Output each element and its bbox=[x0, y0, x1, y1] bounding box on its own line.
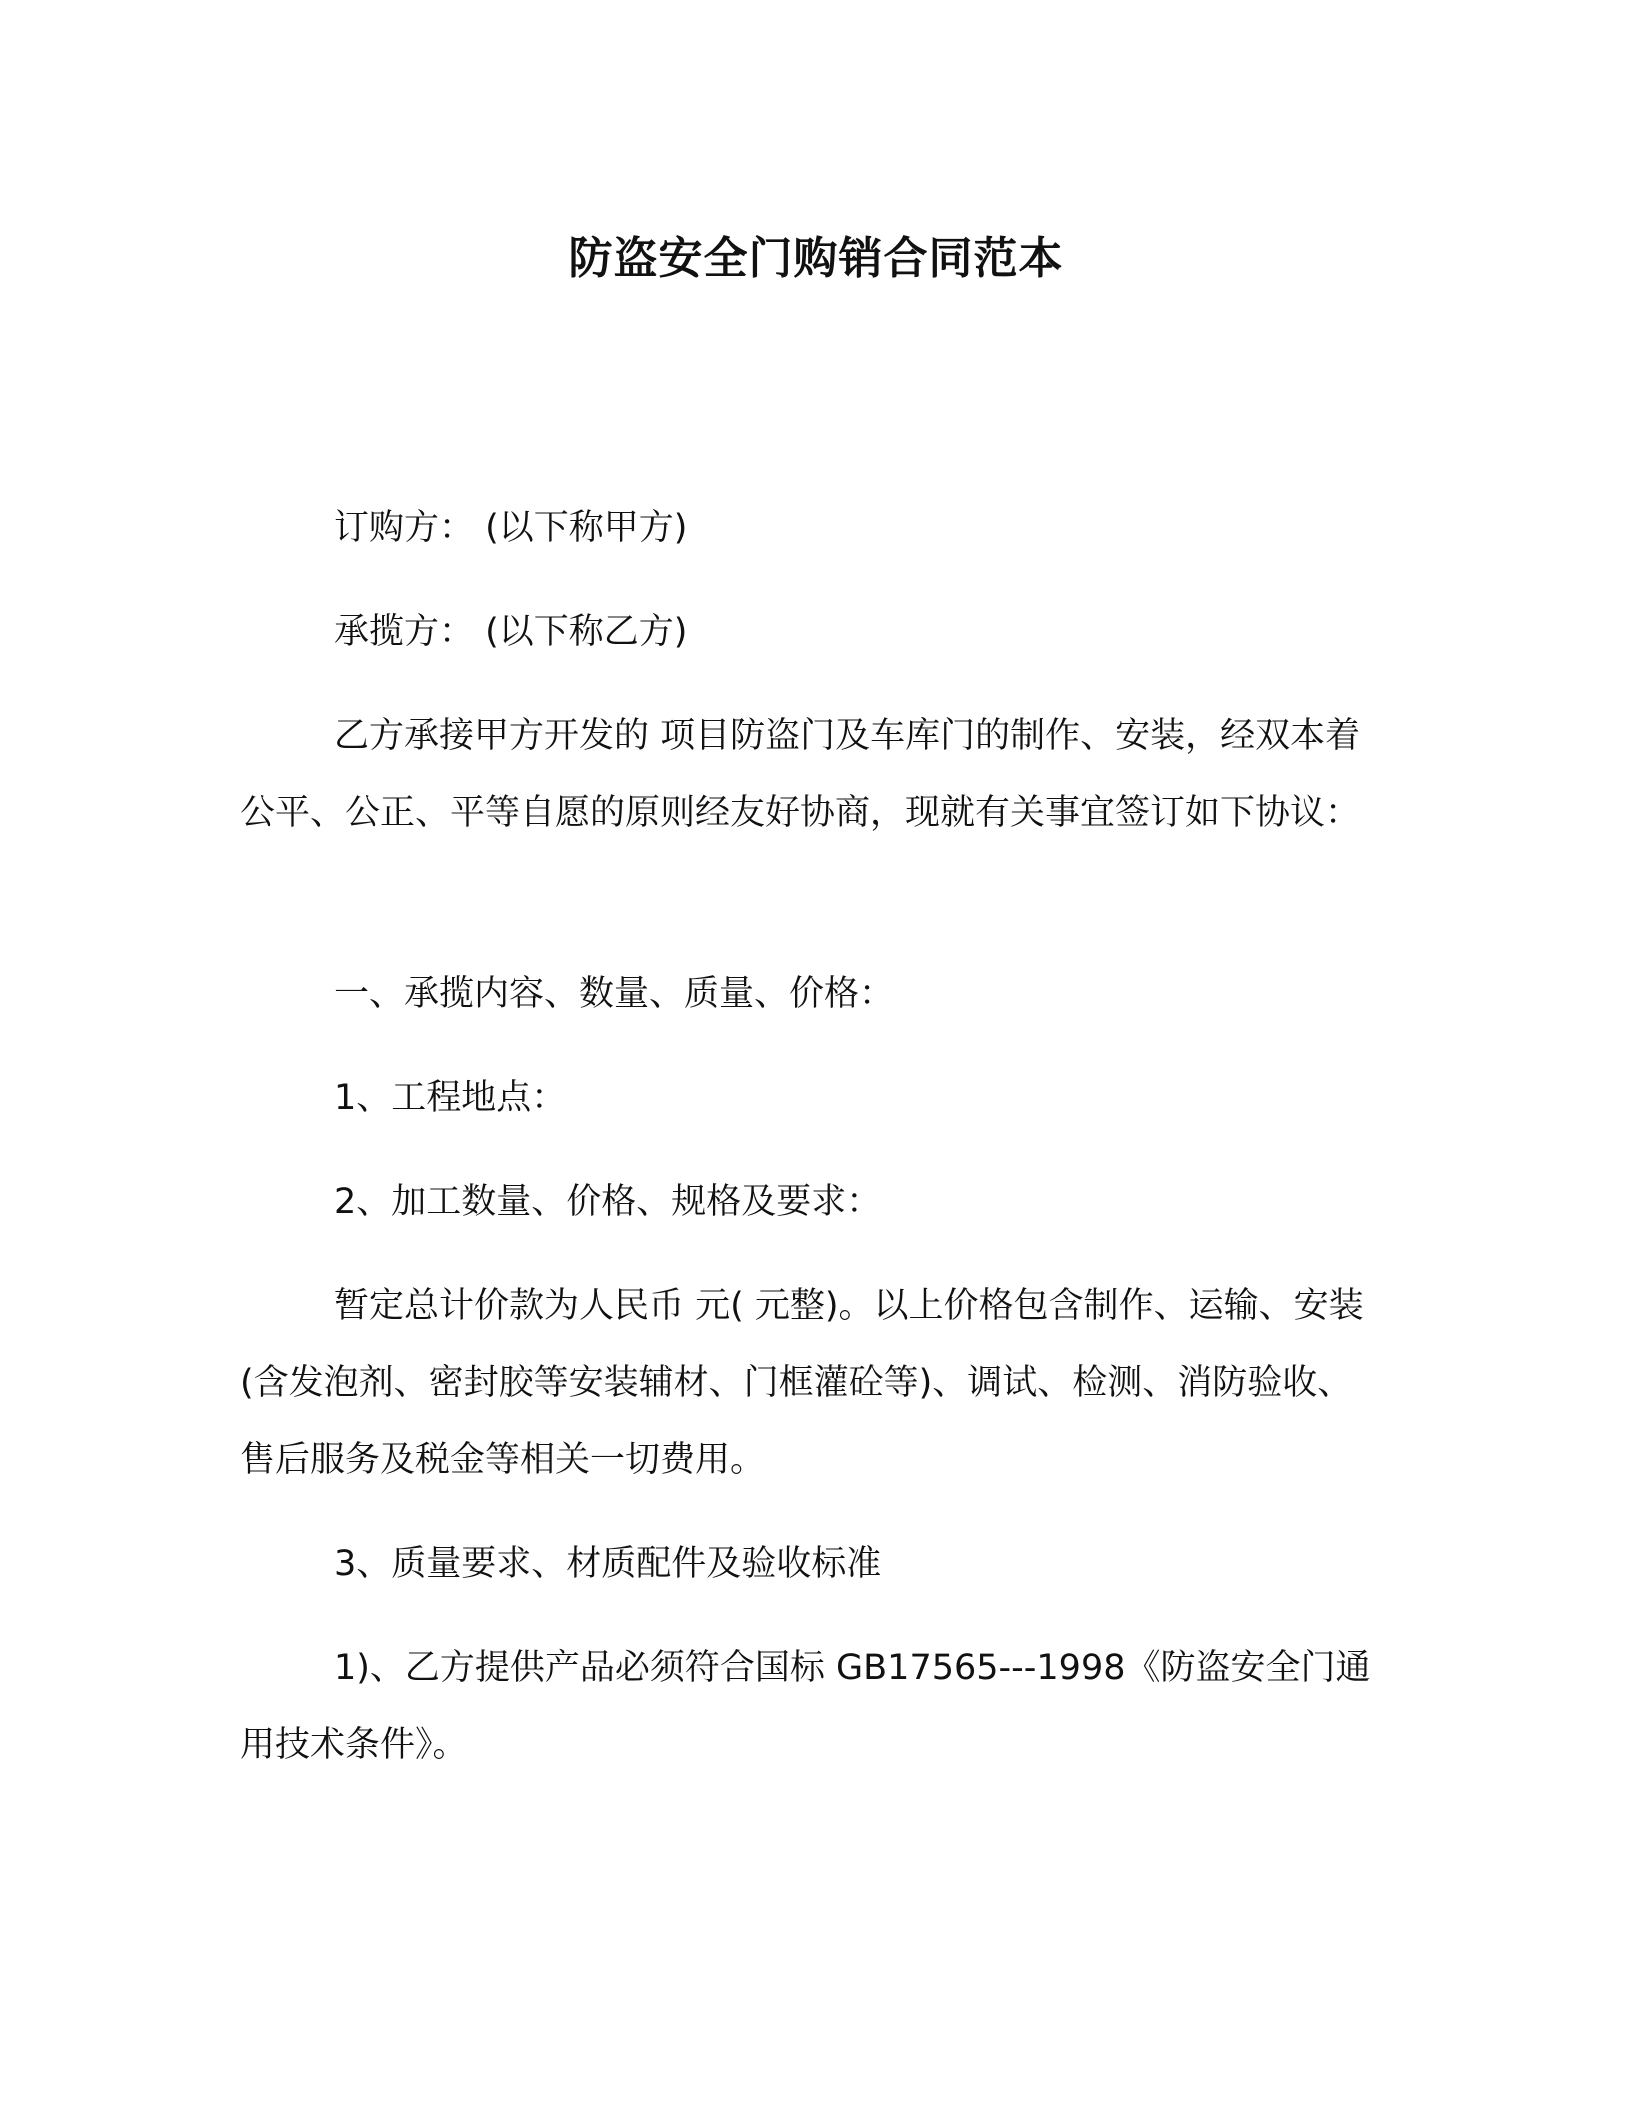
paragraph-price: 暂定总计价款为人民币 元( 元整)。以上价格包含制作、运输、安装(含发泡剂、密封胶等安装辅材、门框灌砼等)、调试、检测、消防验收、售后服务及税金等相关一切费用。 bbox=[240, 1286, 1364, 1480]
paragraph-intro: 乙方承接甲方开发的 项目防盗门及车库门的制作、安装，经双本着公平、公正、平等自愿的原则经友好协商，现就有关事宜签订如下协议： bbox=[240, 716, 1361, 833]
clause-2: 2、加工数量、价格、规格及要求： bbox=[334, 1182, 882, 1222]
clause-3-1: 1)、乙方提供产品必须符合国标 GB17565---1998《防盗安全门通用技术条件》。 bbox=[240, 1648, 1371, 1765]
paragraph-orderer: 订购方： (以下称甲方) bbox=[334, 508, 688, 548]
clause-3: 3、质量要求、材质配件及验收标准 bbox=[334, 1544, 882, 1584]
document-title: 防盗安全门购销合同范本 bbox=[568, 233, 1064, 284]
section-heading-1: 一、承揽内容、数量、质量、价格： bbox=[334, 974, 895, 1014]
paragraph-contractor: 承揽方： (以下称乙方) bbox=[334, 612, 688, 652]
clause-1: 1、工程地点： bbox=[334, 1078, 567, 1118]
